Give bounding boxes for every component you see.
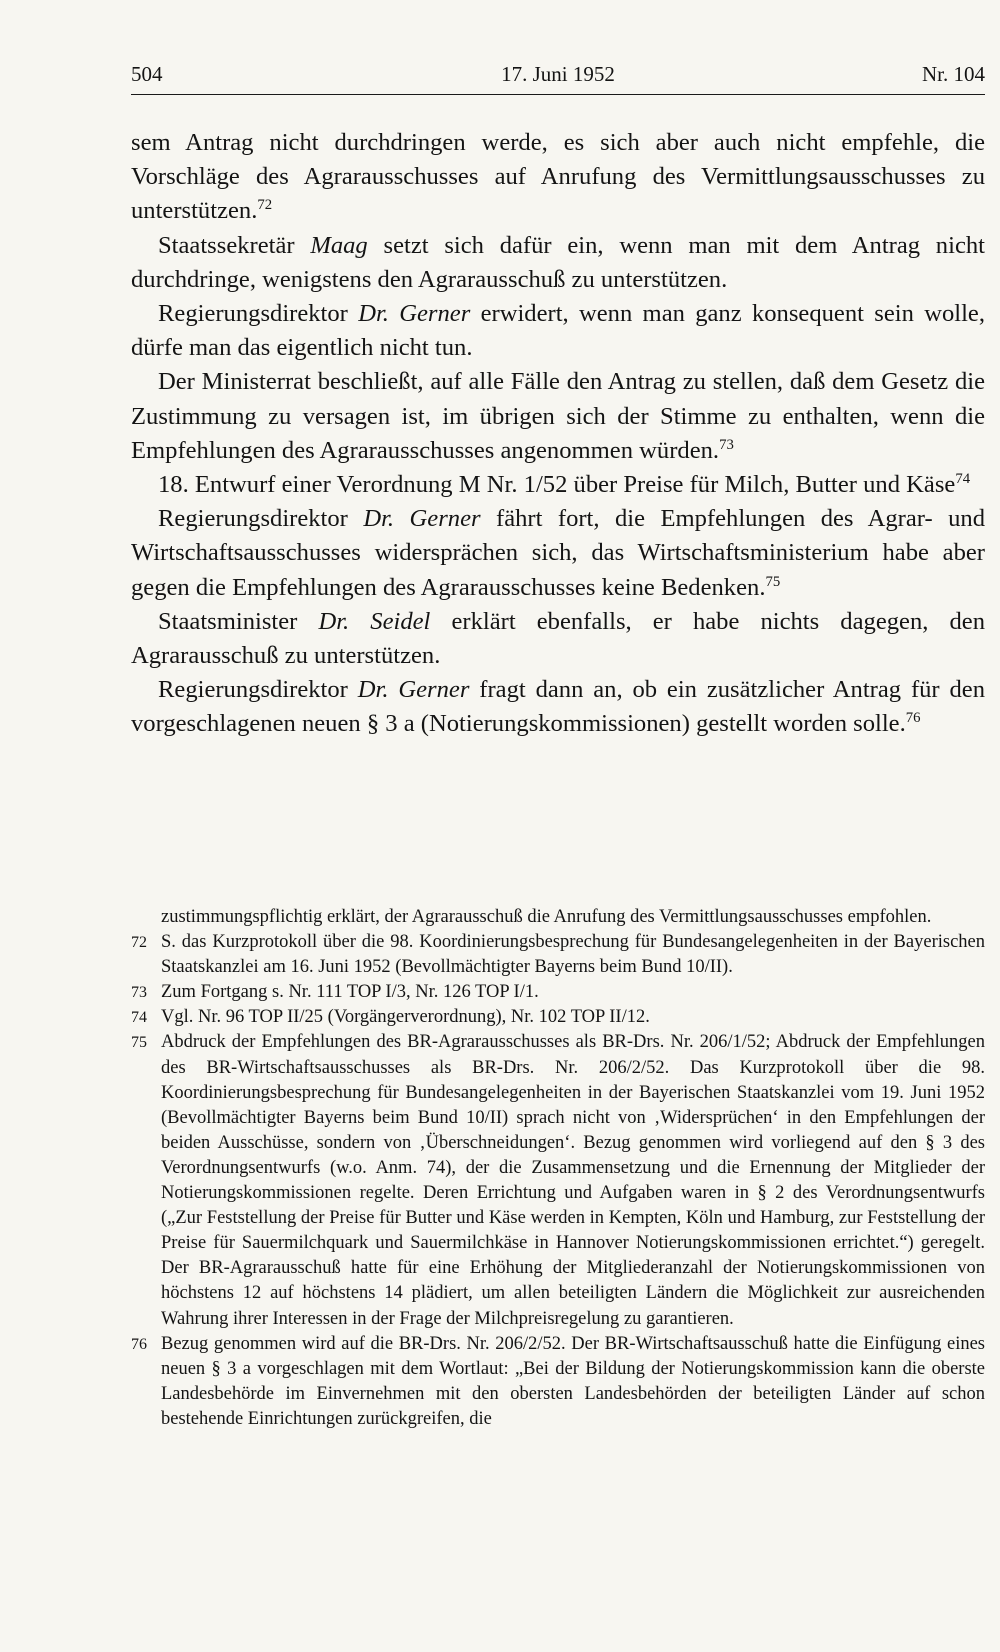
issue-number: Nr. 104 (922, 62, 985, 86)
speaker-title: Regierungsdirektor (158, 300, 359, 328)
agenda-item-18 (131, 468, 985, 502)
footnote-ref: 72 (257, 197, 273, 214)
speaker-title: Regierungsdirektor (158, 505, 364, 533)
paragraph-text: erwidert, wenn man ganz konsequent sein wolle, dürfe man das eigentlich nicht tun. (131, 300, 985, 362)
agenda-title: 18. Entwurf einer Verordnung M Nr. 1/52 über Preise für Milch, Butter und Käse (158, 471, 956, 499)
paragraph-maag (131, 229, 985, 297)
paragraph-text: setzt sich dafür ein, wenn man mit dem Antrag nicht durchdringe, wenigstens den Agrarausschuß zu unterstützen. (131, 231, 985, 293)
paragraph-text: sem Antrag nicht durchdringen werde, es sich aber auch nicht empfehle, die Vorschläge des Agrarausschusses auf Anrufung des Vermittlungsausschusses zu unterstützen. (131, 129, 985, 225)
paragraph-text: fragt dann an, ob ein zusätzlicher Antrag für den vorgeschlagenen neuen § 3 a (Notierungskommissionen) gestellt worden solle. (131, 676, 985, 738)
main-text (131, 126, 985, 742)
speaker-name: Maag (310, 231, 368, 259)
speaker-name: Dr. Gerner (357, 676, 470, 704)
footnotes (131, 905, 985, 1432)
footnote-number: 76 (131, 1335, 147, 1353)
paragraph-seidel (131, 605, 985, 673)
paragraph-gerner-3 (131, 673, 985, 741)
footnote-72 (131, 930, 985, 980)
paragraph-continuation (131, 126, 985, 229)
footnote-ref: 75 (765, 573, 781, 590)
footnote-text: Abdruck der Empfehlungen des BR-Agrarausschusses als BR-Drs. Nr. 206/1/52; Abdruck der Empfehlungen des BR-Wirtschaftsausschusses als BR-Drs. Nr. 206/2/52. Das Kurzprotokoll über die 98. Koordinierungsbesprechung für Bundesangelegenheiten in der Bayerischen Staatskanzlei vom 19. Juni 1952 (Bevollmächtigter Bayerns beim Bund 10/II) sprach nicht von ‚Widersprüchen‘ in den Empfehlungen der beiden Ausschüsse, sondern von ‚Überschneidungen‘. Bezug genommen wird vorliegend auf den § 3 des Verordnungsentwurfs (w.o. Anm. 74), der die Zusammensetzung und die Ernennung der Mitglieder der Notierungskommissionen regelte. Deren Errichtung und Aufgaben waren in § 2 des Verordnungsentwurfs („Zur Feststellung der Preise für Butter und Käse werden in Kempten, Köln und Hamburg, zur Feststellung der Preise für Sauermilchquark und Sauermilchkäse in Hannover Notierungskommissionen errichtet.“) geregelt. Der BR-Agrarausschuß hatte für eine Erhöhung der Mitgliederanzahl der Notierungskommissionen von höchstens 12 auf höchstens 14 plädiert, um allen beteiligten Ländern die Möglichkeit zur ausreichenden Wahrung ihrer Interessen in der Frage der Milchpreisregelung zu garantieren. (161, 1032, 985, 1329)
footnote-ref: 74 (955, 470, 971, 487)
footnote-text: Bezug genommen wird auf die BR-Drs. Nr. 206/2/52. Der BR-Wirtschaftsausschuß hatte die Einfügung eines neuen § 3 a vorgeschlagen mit dem Wortlaut: „Bei der Bildung der Notierungskommission kann die oberste Landesbehörde im Einvernehmen mit den obersten Landesbehörden der beteiligten Länder auf schon bestehende Einrichtungen zurückgreifen, die (161, 1333, 985, 1429)
paragraph-gerner-1 (131, 297, 985, 365)
header-date: 17. Juni 1952 (501, 62, 615, 86)
footnote-number: 75 (131, 1034, 147, 1052)
footnote-73 (131, 980, 985, 1005)
paragraph-text: erklärt ebenfalls, er habe nichts dagegen, den Agrarausschuß zu unterstützen. (131, 607, 985, 670)
footnote-74 (131, 1005, 985, 1030)
speaker-title: Staatsminister (158, 607, 319, 635)
footnote-continuation (131, 905, 985, 930)
running-header (131, 62, 985, 96)
footnote-text: S. das Kurzprotokoll über die 98. Koordinierungsbesprechung für Bundesangelegenheiten in der Bayerischen Staatskanzlei am 16. Juni 1952 (Bevollmächtigter Bayerns beim Bund 10/II). (161, 932, 985, 978)
header-rule (131, 94, 985, 95)
speaker-title: Regierungsdirektor (158, 676, 358, 704)
speaker-name: Dr. Seidel (318, 607, 431, 635)
paragraph-text: Der Ministerrat beschließt, auf alle Fälle den Antrag zu stellen, daß dem Gesetz die Zustimmung zu versagen ist, im übrigen sich der Stimme zu enthalten, wenn die Empfehlungen des Agrarausschusses angenommen würden. (131, 368, 985, 464)
footnote-number: 72 (131, 934, 147, 952)
paragraph-ministerrat (131, 365, 985, 468)
footnote-75 (131, 1030, 985, 1331)
footnote-text: zustimmungspflichtig erklärt, der Agrarausschuß die Anrufung des Vermittlungsausschusses empfohlen. (161, 907, 932, 927)
footnote-76 (131, 1332, 985, 1432)
footnote-ref: 73 (719, 436, 734, 453)
footnote-text: Zum Fortgang s. Nr. 111 TOP I/3, Nr. 126 TOP I/1. (161, 982, 539, 1003)
footnote-number: 73 (131, 984, 147, 1002)
paragraph-text: fährt fort, die Empfehlungen des Agrar- und Wirtschaftsausschusses widersprächen sich, das Wirtschaftsministerium habe aber gegen die Empfehlungen des Agrarausschusses keine Bedenken. (131, 505, 985, 601)
speaker-name: Dr. Gerner (358, 300, 471, 328)
footnote-text: Vgl. Nr. 96 TOP II/25 (Vorgängerverordnung), Nr. 102 TOP II/12. (161, 1007, 650, 1028)
footnote-number: 74 (131, 1009, 147, 1027)
footnote-ref: 76 (905, 710, 921, 727)
paragraph-gerner-2 (131, 502, 985, 605)
page-number: 504 (131, 62, 163, 86)
speaker-title: Staatssekretär (158, 231, 311, 259)
speaker-name: Dr. Gerner (363, 505, 481, 533)
